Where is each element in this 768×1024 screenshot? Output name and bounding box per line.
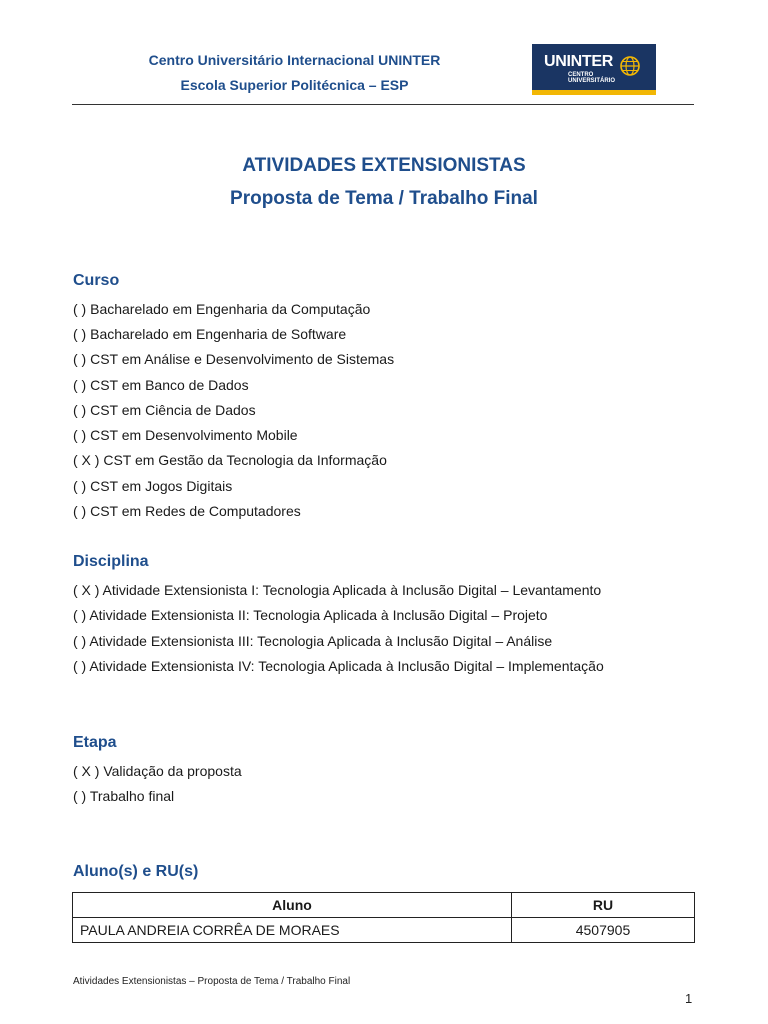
etapa-option-selected: ( X ) Validação da proposta	[73, 763, 242, 779]
globe-icon	[618, 54, 642, 78]
page-number: 1	[685, 991, 693, 1006]
curso-option: ( ) Bacharelado em Engenharia de Software	[73, 326, 347, 342]
etapa-option: ( ) Trabalho final	[73, 788, 175, 804]
page-footer: Atividades Extensionistas – Proposta de Tema / Trabalho Final	[73, 976, 351, 987]
logo-accent-bar	[532, 90, 656, 95]
column-header-ru: RU	[512, 893, 695, 918]
curso-option: ( ) CST em Análise e Desenvolvimento de Sistemas	[73, 351, 395, 367]
uninter-logo	[532, 44, 656, 95]
document-title: ATIVIDADES EXTENSIONISTAS	[242, 155, 526, 176]
aluno-ru-cell: 4507905	[512, 918, 695, 943]
disciplina-option: ( ) Atividade Extensionista II: Tecnologia Aplicada à Inclusão Digital – Projeto	[73, 607, 548, 623]
curso-option-selected: ( X ) CST em Gestão da Tecnologia da Informação	[73, 452, 387, 468]
table-row	[73, 918, 695, 943]
curso-option: ( ) CST em Jogos Digitais	[73, 478, 233, 494]
table-header-row	[73, 893, 695, 918]
curso-option: ( ) CST em Banco de Dados	[73, 377, 249, 393]
logo-subtitle: CENTRO UNIVERSITÁRIO	[568, 72, 616, 84]
curso-option: ( ) CST em Redes de Computadores	[73, 503, 301, 519]
curso-option: ( ) CST em Desenvolvimento Mobile	[73, 427, 298, 443]
column-header-aluno: Aluno	[73, 893, 512, 918]
curso-heading: Curso	[73, 272, 120, 289]
aluno-name-cell: PAULA ANDREIA CORRÊA DE MORAES	[73, 918, 512, 943]
logo-wordmark: UNINTER	[544, 53, 614, 70]
curso-option: ( ) CST em Ciência de Dados	[73, 402, 256, 418]
header-divider	[72, 104, 694, 105]
institution-name: Centro Universitário Internacional UNINTER	[148, 52, 441, 68]
etapa-heading: Etapa	[73, 734, 117, 751]
disciplina-option-selected: ( X ) Atividade Extensionista I: Tecnologia Aplicada à Inclusão Digital – Levantamento	[73, 582, 602, 598]
alunos-heading: Aluno(s) e RU(s)	[73, 863, 199, 880]
curso-option: ( ) Bacharelado em Engenharia da Computação	[73, 301, 371, 317]
document-subtitle: Proposta de Tema / Trabalho Final	[230, 188, 538, 209]
disciplina-option: ( ) Atividade Extensionista IV: Tecnologia Aplicada à Inclusão Digital – Implementação	[73, 658, 604, 674]
school-name: Escola Superior Politécnica – ESP	[180, 77, 409, 93]
disciplina-heading: Disciplina	[73, 553, 149, 570]
disciplina-option: ( ) Atividade Extensionista III: Tecnologia Aplicada à Inclusão Digital – Análise	[73, 633, 553, 649]
alunos-table	[72, 892, 695, 943]
